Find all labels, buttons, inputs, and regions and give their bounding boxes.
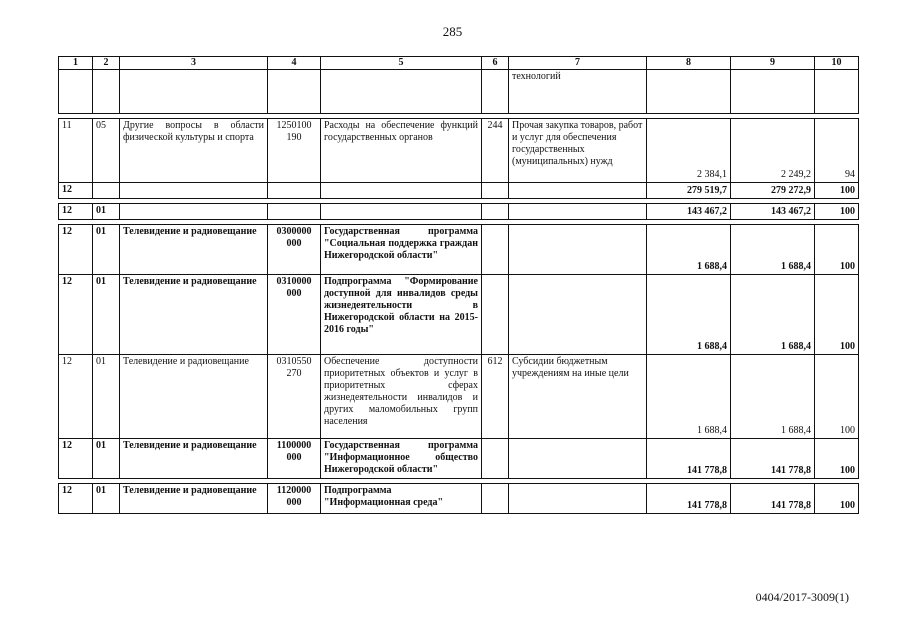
cell-section-name: Телевидение и радиовещание (120, 275, 268, 355)
cell-expense-name (509, 225, 647, 275)
cell-target-name (321, 183, 482, 199)
cell-target-name: Обеспечение доступности приоритетных объектов и услуг в приоритетных сферах жизнедеятельности инвалидов и других маломобильных групп населения (321, 355, 482, 439)
column-header: 8 (647, 57, 731, 70)
cell-target-code (268, 204, 321, 220)
cell-percent: 100 (815, 183, 859, 199)
cell-actual: 141 778,8 (731, 439, 815, 479)
cell-section-name: Телевидение и радиовещание (120, 355, 268, 439)
cell-target-code: 0300000 000 (268, 225, 321, 275)
cell-expense-name (509, 275, 647, 355)
cell-expense-name (509, 484, 647, 514)
cell-actual: 143 467,2 (731, 204, 815, 220)
cell-expense-type (482, 225, 509, 275)
cell-section (59, 70, 93, 114)
cell-target-code: 0310000 000 (268, 275, 321, 355)
cell-target-name: Подпрограмма "Информационная среда" (321, 484, 482, 514)
cell-target-code: 0310550 270 (268, 355, 321, 439)
cell-expense-type (482, 204, 509, 220)
table-row (59, 484, 859, 514)
cell-target-name (321, 70, 482, 114)
cell-expense-type (482, 275, 509, 355)
cell-target-name: Государственная программа "Информационное общество Нижегородской области" (321, 439, 482, 479)
cell-section: 11 (59, 119, 93, 183)
cell-section: 12 (59, 225, 93, 275)
cell-actual: 141 778,8 (731, 484, 815, 514)
cell-plan: 1 688,4 (647, 225, 731, 275)
cell-subsection (93, 70, 120, 114)
cell-target-name: Расходы на обеспечение функций государственных органов (321, 119, 482, 183)
table-row (59, 439, 859, 479)
cell-subsection: 01 (93, 484, 120, 514)
cell-expense-type (482, 484, 509, 514)
column-header: 10 (815, 57, 859, 70)
cell-section-name: Телевидение и радиовещание (120, 439, 268, 479)
cell-actual: 1 688,4 (731, 225, 815, 275)
cell-subsection (93, 183, 120, 199)
column-header: 9 (731, 57, 815, 70)
column-number-row (59, 57, 859, 70)
cell-target-code: 1120000 000 (268, 484, 321, 514)
cell-actual: 1 688,4 (731, 355, 815, 439)
cell-plan: 143 467,2 (647, 204, 731, 220)
cell-expense-name (509, 183, 647, 199)
cell-section-name: Другие вопросы в области физической культуры и спорта (120, 119, 268, 183)
cell-percent: 100 (815, 225, 859, 275)
cell-target-code (268, 70, 321, 114)
column-header: 6 (482, 57, 509, 70)
cell-actual: 2 249,2 (731, 119, 815, 183)
column-header: 5 (321, 57, 482, 70)
table-row (59, 355, 859, 439)
cell-section-name (120, 204, 268, 220)
cell-actual: 279 272,9 (731, 183, 815, 199)
cell-percent: 100 (815, 484, 859, 514)
cell-target-code: 1250100 190 (268, 119, 321, 183)
cell-expense-name (509, 204, 647, 220)
cell-plan: 141 778,8 (647, 439, 731, 479)
cell-percent: 94 (815, 119, 859, 183)
cell-section: 12 (59, 484, 93, 514)
table-row (59, 225, 859, 275)
cell-section: 12 (59, 439, 93, 479)
cell-target-name: Государственная программа "Социальная поддержка граждан Нижегородской области" (321, 225, 482, 275)
cell-target-code: 1100000 000 (268, 439, 321, 479)
cell-plan: 141 778,8 (647, 484, 731, 514)
cell-section: 12 (59, 275, 93, 355)
cell-target-name: Подпрограмма "Формирование доступной для инвалидов среды жизнедеятельности в Нижегородской области на 2015-2016 годы" (321, 275, 482, 355)
cell-plan: 2 384,1 (647, 119, 731, 183)
cell-expense-type: 244 (482, 119, 509, 183)
cell-plan: 279 519,7 (647, 183, 731, 199)
cell-section-name (120, 183, 268, 199)
column-header: 2 (93, 57, 120, 70)
cell-expense-name: Прочая закупка товаров, работ и услуг для обеспечения государственных (муниципальных) нужд (509, 119, 647, 183)
cell-section-name: Телевидение и радиовещание (120, 484, 268, 514)
cell-target-code (268, 183, 321, 199)
cell-actual: 1 688,4 (731, 275, 815, 355)
cell-section: 12 (59, 204, 93, 220)
cell-plan: 1 688,4 (647, 355, 731, 439)
column-header: 4 (268, 57, 321, 70)
cell-subsection: 01 (93, 355, 120, 439)
cell-expense-name: технологий (509, 70, 647, 114)
cell-percent: 100 (815, 204, 859, 220)
cell-expense-name: Субсидии бюджетным учреждениям на иные цели (509, 355, 647, 439)
cell-plan: 1 688,4 (647, 275, 731, 355)
table-row (59, 204, 859, 220)
table-row (59, 183, 859, 199)
cell-percent (815, 70, 859, 114)
cell-expense-name (509, 439, 647, 479)
budget-table (58, 56, 859, 514)
cell-percent: 100 (815, 355, 859, 439)
column-header: 1 (59, 57, 93, 70)
cell-percent: 100 (815, 439, 859, 479)
cell-expense-type (482, 439, 509, 479)
table-row (59, 275, 859, 355)
cell-target-name (321, 204, 482, 220)
cell-subsection: 01 (93, 225, 120, 275)
cell-subsection: 01 (93, 275, 120, 355)
document-code: 0404/2017-3009(1) (755, 590, 849, 604)
table-row (59, 70, 859, 114)
cell-expense-type: 612 (482, 355, 509, 439)
cell-subsection: 01 (93, 439, 120, 479)
cell-percent: 100 (815, 275, 859, 355)
cell-expense-type (482, 183, 509, 199)
cell-section: 12 (59, 183, 93, 199)
cell-expense-type (482, 70, 509, 114)
column-header: 3 (120, 57, 268, 70)
table-row (59, 119, 859, 183)
cell-subsection: 01 (93, 204, 120, 220)
page-number: 285 (442, 24, 463, 39)
cell-subsection: 05 (93, 119, 120, 183)
column-header: 7 (509, 57, 647, 70)
cell-actual (731, 70, 815, 114)
cell-plan (647, 70, 731, 114)
cell-section-name: Телевидение и радиовещание (120, 225, 268, 275)
cell-section-name (120, 70, 268, 114)
cell-section: 12 (59, 355, 93, 439)
